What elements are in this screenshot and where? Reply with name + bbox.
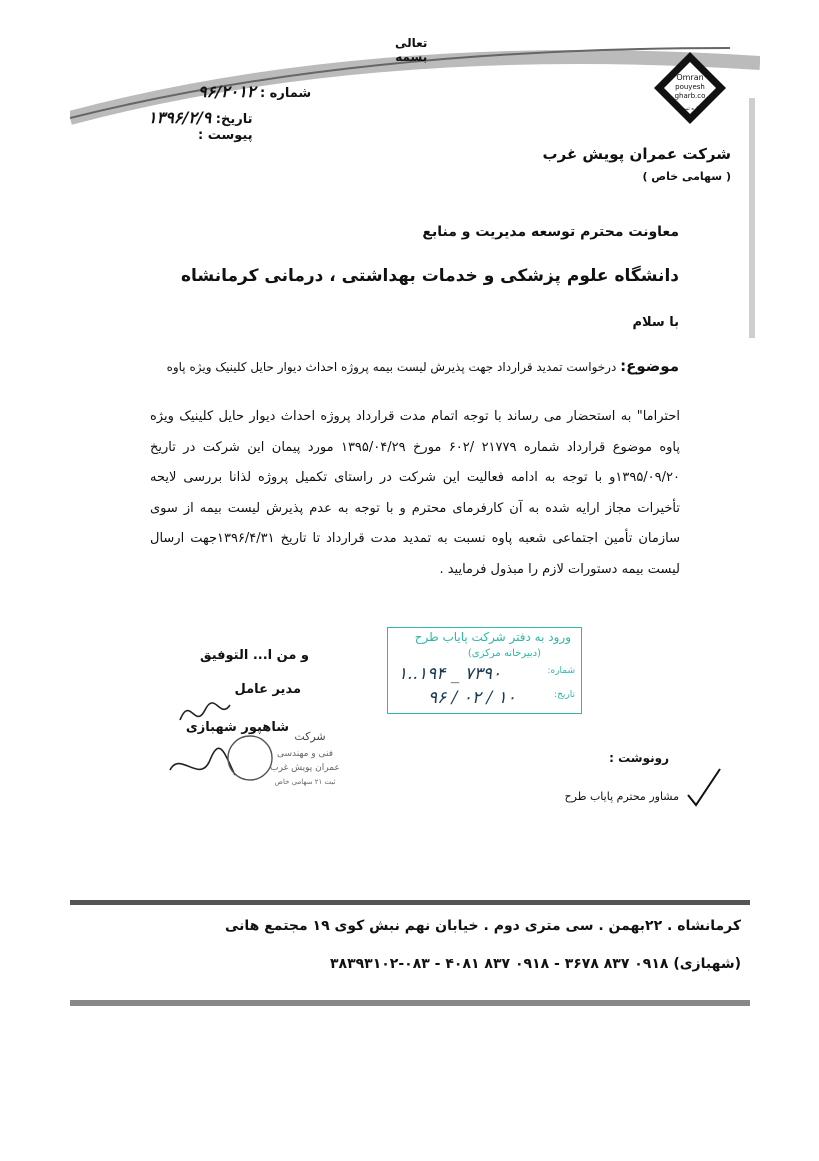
cc-label: رونوشت : xyxy=(609,751,669,765)
greeting: با سلام xyxy=(632,315,679,330)
date-row xyxy=(148,108,252,127)
footer-band-decoration xyxy=(70,900,750,1008)
seal-text-1: شرکت xyxy=(294,730,326,743)
company-name: شرکت عمران پویش غرب xyxy=(542,145,731,163)
seal-text-3: عمران پویش غرب xyxy=(270,763,340,773)
stamp-number-value: ۱..۱۹۴ _ ۷۳۹۰ xyxy=(398,664,502,684)
closing-phrase: و من ا... التوفیق xyxy=(199,648,309,663)
cc-item: مشاور محترم پایاب طرح xyxy=(564,790,679,803)
date-label: تاریخ: xyxy=(215,112,253,127)
logo-text-1: Omran xyxy=(676,73,704,82)
stamp-date-label: تاریخ: xyxy=(554,690,575,700)
recipient-line-2: دانشگاه علوم پزشکی و خدمات بهداشتی ، درمانی کرمانشاه xyxy=(181,266,679,286)
attachment-label: پیوست : xyxy=(198,128,253,143)
stamp-line-2: (دبیرخانه مرکزی) xyxy=(467,648,541,659)
logo-text-3: gharb.co xyxy=(674,92,706,100)
stamp-number-label: شماره: xyxy=(547,666,575,676)
attachment-row xyxy=(198,128,253,143)
company-logo xyxy=(650,48,730,128)
check-mark-icon xyxy=(684,765,724,810)
number-value: ۹۶/۲۰۱۲ xyxy=(198,82,256,101)
date-value: ۱۳۹۶/۲/۹ xyxy=(148,108,212,127)
logo-text-2: pouyesh xyxy=(675,83,705,91)
footer-address: کرمانشاه . ۲۲بهمن . سی متری دوم . خیابان نهم نبش کوی ۱۹ مجتمع هانی xyxy=(224,918,741,934)
stamp-date-value: ۹۶ / ۰۲ / ۱۰ xyxy=(428,688,516,708)
letter-body: احتراما" به استحضار می رساند با توجه اتمام مدت قرارداد پروژه احداث دیوار حایل کلینیک ویژه پاوه موضوع قرارداد شماره ۲۱۷۷۹ /۶۰۲ مورخ ۱۳۹۵/۰۴/۲۹ مورد پیمان این شرکت در تاریخ ۱۳۹۵/۰۹/۲۰و با توجه به ادامه فعالیت این شرکت در راستای تکمیل پروژه لذانا بررسی لایحه تأخیرات مجاز ارایه شده به آن کارفرمای محترم و با توجه به عدم پذیرش لیست بیمه از سوی سازمان تأمین اجتماعی شعبه پاوه نسبت به تمدید مدت قرارداد تا تاریخ ۱۳۹۶/۴/۳۱جهت ارسال لیست بیمه دستورات لازم را مبذول فرمایید . xyxy=(150,409,680,577)
subject-line xyxy=(167,357,679,375)
signatory-name: شاهپور شهبازی xyxy=(185,720,289,735)
number-row xyxy=(198,82,311,101)
subject-text: درخواست تمدید قرارداد جهت پذیرش لیست بیمه پروژه احداث دیوار حایل کلینیک ویژه پاوه xyxy=(166,360,617,374)
logo-text-4: شماره ثبت ۲۱ xyxy=(674,106,706,112)
bismillah: تعالی بسمه xyxy=(395,36,428,64)
footer-phones: (شهبازی) ۰۹۱۸ ۸۳۷ ۳۶۷۸ - ۰۹۱۸ ۸۳۷ ۴۰۸۱ - ۰۸۳-۳۸۳۹۳۱۰۲ xyxy=(329,956,741,972)
signature-and-seal xyxy=(160,690,340,800)
company-type: ( سهامی خاص ) xyxy=(642,170,731,183)
seal-text-4: ثبت ۲۱ سهامی خاص xyxy=(274,778,336,786)
subject-label: موضوع: xyxy=(620,357,679,375)
number-label: شماره : xyxy=(259,86,312,101)
recipient-line-1: معاونت محترم توسعه مدیریت و منابع xyxy=(422,224,679,240)
signatory-title: مدیر عامل xyxy=(234,682,301,697)
received-stamp xyxy=(387,627,582,714)
seal-text-2: فنی و مهندسی xyxy=(276,749,334,759)
stamp-line-1: ورود به دفتر شرکت پایاب طرح xyxy=(414,630,571,644)
